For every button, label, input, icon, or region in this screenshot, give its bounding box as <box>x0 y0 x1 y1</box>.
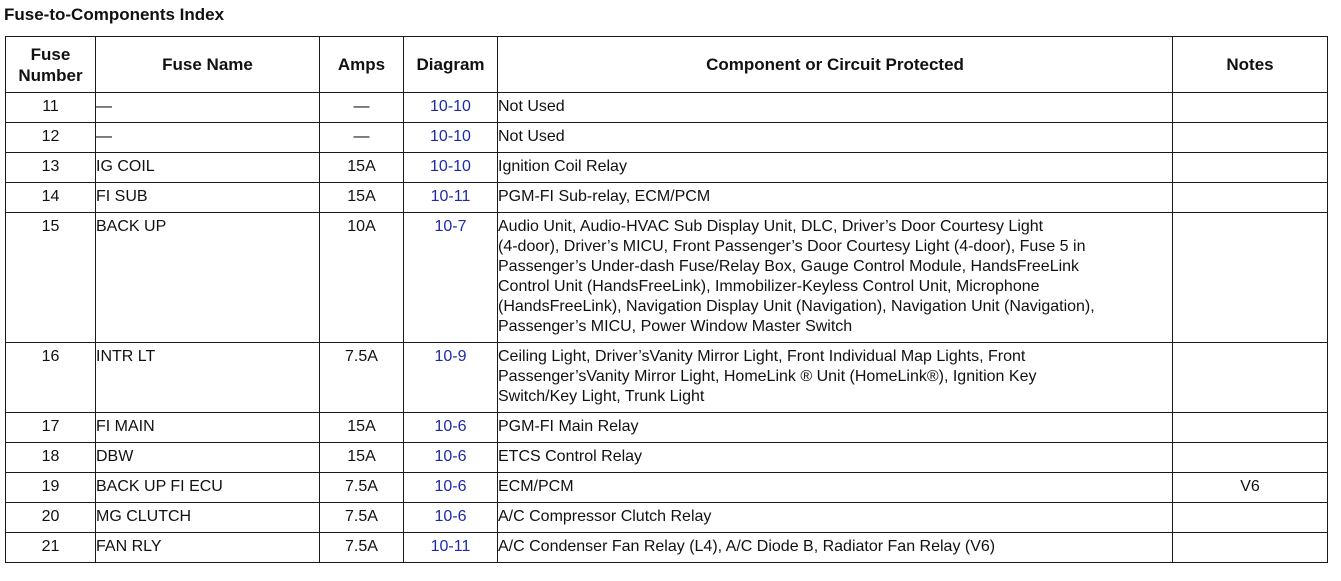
fuse-name-cell: — <box>96 93 320 123</box>
header-component: Component or Circuit Protected <box>498 37 1173 93</box>
component-cell: ETCS Control Relay <box>498 443 1173 473</box>
notes-cell <box>1173 443 1328 473</box>
component-cell: PGM-FI Sub-relay, ECM/PCM <box>498 183 1173 213</box>
fuse-name-cell: DBW <box>96 443 320 473</box>
diagram-link[interactable]: 10-7 <box>404 213 498 343</box>
notes-cell <box>1173 343 1328 413</box>
table-row <box>6 473 1328 503</box>
amps-cell: 7.5A <box>320 533 404 563</box>
notes-cell <box>1173 153 1328 183</box>
amps-cell: 15A <box>320 443 404 473</box>
component-cell: Not Used <box>498 123 1173 153</box>
fuse-name-cell: IG COIL <box>96 153 320 183</box>
notes-cell: V6 <box>1173 473 1328 503</box>
header-diagram: Diagram <box>404 37 498 93</box>
diagram-link[interactable]: 10-10 <box>404 153 498 183</box>
component-cell: Not Used <box>498 93 1173 123</box>
table-row <box>6 213 1328 343</box>
notes-cell <box>1173 123 1328 153</box>
fuse-number-cell: 20 <box>6 503 96 533</box>
fuse-number-cell: 19 <box>6 473 96 503</box>
amps-cell: 7.5A <box>320 343 404 413</box>
component-cell: Ignition Coil Relay <box>498 153 1173 183</box>
table-row <box>6 123 1328 153</box>
diagram-link[interactable]: 10-11 <box>404 183 498 213</box>
fuse-name-cell: MG CLUTCH <box>96 503 320 533</box>
fuse-number-cell: 17 <box>6 413 96 443</box>
component-cell: PGM-FI Main Relay <box>498 413 1173 443</box>
notes-cell <box>1173 183 1328 213</box>
table-row <box>6 413 1328 443</box>
amps-cell: 10A <box>320 213 404 343</box>
diagram-link[interactable]: 10-10 <box>404 93 498 123</box>
amps-cell: — <box>320 123 404 153</box>
amps-cell: — <box>320 93 404 123</box>
notes-cell <box>1173 213 1328 343</box>
table-row <box>6 533 1328 563</box>
fuse-name-cell: FAN RLY <box>96 533 320 563</box>
fuse-name-cell: FI MAIN <box>96 413 320 443</box>
fuse-number-cell: 13 <box>6 153 96 183</box>
fuse-number-cell: 16 <box>6 343 96 413</box>
table-row <box>6 183 1328 213</box>
header-fuse-number: Fuse Number <box>6 37 96 93</box>
component-cell: A/C Compressor Clutch Relay <box>498 503 1173 533</box>
amps-cell: 7.5A <box>320 473 404 503</box>
fuse-index-table <box>5 36 1328 563</box>
page-title: Fuse-to-Components Index <box>4 5 225 24</box>
component-cell: Ceiling Light, Driver’sVanity Mirror Light, Front Individual Map Lights, Front Passenger’sVanity Mirror Light, HomeLink ® Unit (HomeLink®), Ignition Key Switch/Key Light, Trunk Light <box>498 343 1173 413</box>
fuse-number-cell: 11 <box>6 93 96 123</box>
diagram-link[interactable]: 10-6 <box>404 443 498 473</box>
table-row <box>6 343 1328 413</box>
table-row <box>6 93 1328 123</box>
diagram-link[interactable]: 10-6 <box>404 473 498 503</box>
header-fuse-name: Fuse Name <box>96 37 320 93</box>
fuse-name-cell: — <box>96 123 320 153</box>
diagram-link[interactable]: 10-9 <box>404 343 498 413</box>
fuse-number-cell: 12 <box>6 123 96 153</box>
component-cell: ECM/PCM <box>498 473 1173 503</box>
table-header-row <box>6 37 1328 93</box>
fuse-number-cell: 18 <box>6 443 96 473</box>
fuse-number-cell: 21 <box>6 533 96 563</box>
amps-cell: 7.5A <box>320 503 404 533</box>
component-cell: A/C Condenser Fan Relay (L4), A/C Diode B, Radiator Fan Relay (V6) <box>498 533 1173 563</box>
notes-cell <box>1173 503 1328 533</box>
fuse-name-cell: BACK UP FI ECU <box>96 473 320 503</box>
fuse-name-cell: INTR LT <box>96 343 320 413</box>
diagram-link[interactable]: 10-6 <box>404 413 498 443</box>
diagram-link[interactable]: 10-10 <box>404 123 498 153</box>
amps-cell: 15A <box>320 183 404 213</box>
header-amps: Amps <box>320 37 404 93</box>
fuse-number-cell: 15 <box>6 213 96 343</box>
fuse-name-cell: BACK UP <box>96 213 320 343</box>
table-row <box>6 153 1328 183</box>
component-cell: Audio Unit, Audio-HVAC Sub Display Unit, DLC, Driver’s Door Courtesy Light (4-door), Driver’s MICU, Front Passenger’s Door Courtesy Light (4-door), Fuse 5 in Passenger’s Under-dash Fuse/Relay Box, Gauge Control Module, HandsFreeLink Control Unit (HandsFreeLink), Immobilizer-Keyless Control Unit, Microphone (HandsFreeLink), Navigation Display Unit (Navigation), Navigation Unit (Navigation), Passenger’s MICU, Power Window Master Switch <box>498 213 1173 343</box>
amps-cell: 15A <box>320 413 404 443</box>
notes-cell <box>1173 533 1328 563</box>
notes-cell <box>1173 413 1328 443</box>
header-notes: Notes <box>1173 37 1328 93</box>
diagram-link[interactable]: 10-6 <box>404 503 498 533</box>
fuse-number-cell: 14 <box>6 183 96 213</box>
table-row <box>6 503 1328 533</box>
fuse-name-cell: FI SUB <box>96 183 320 213</box>
amps-cell: 15A <box>320 153 404 183</box>
notes-cell <box>1173 93 1328 123</box>
diagram-link[interactable]: 10-11 <box>404 533 498 563</box>
table-row <box>6 443 1328 473</box>
